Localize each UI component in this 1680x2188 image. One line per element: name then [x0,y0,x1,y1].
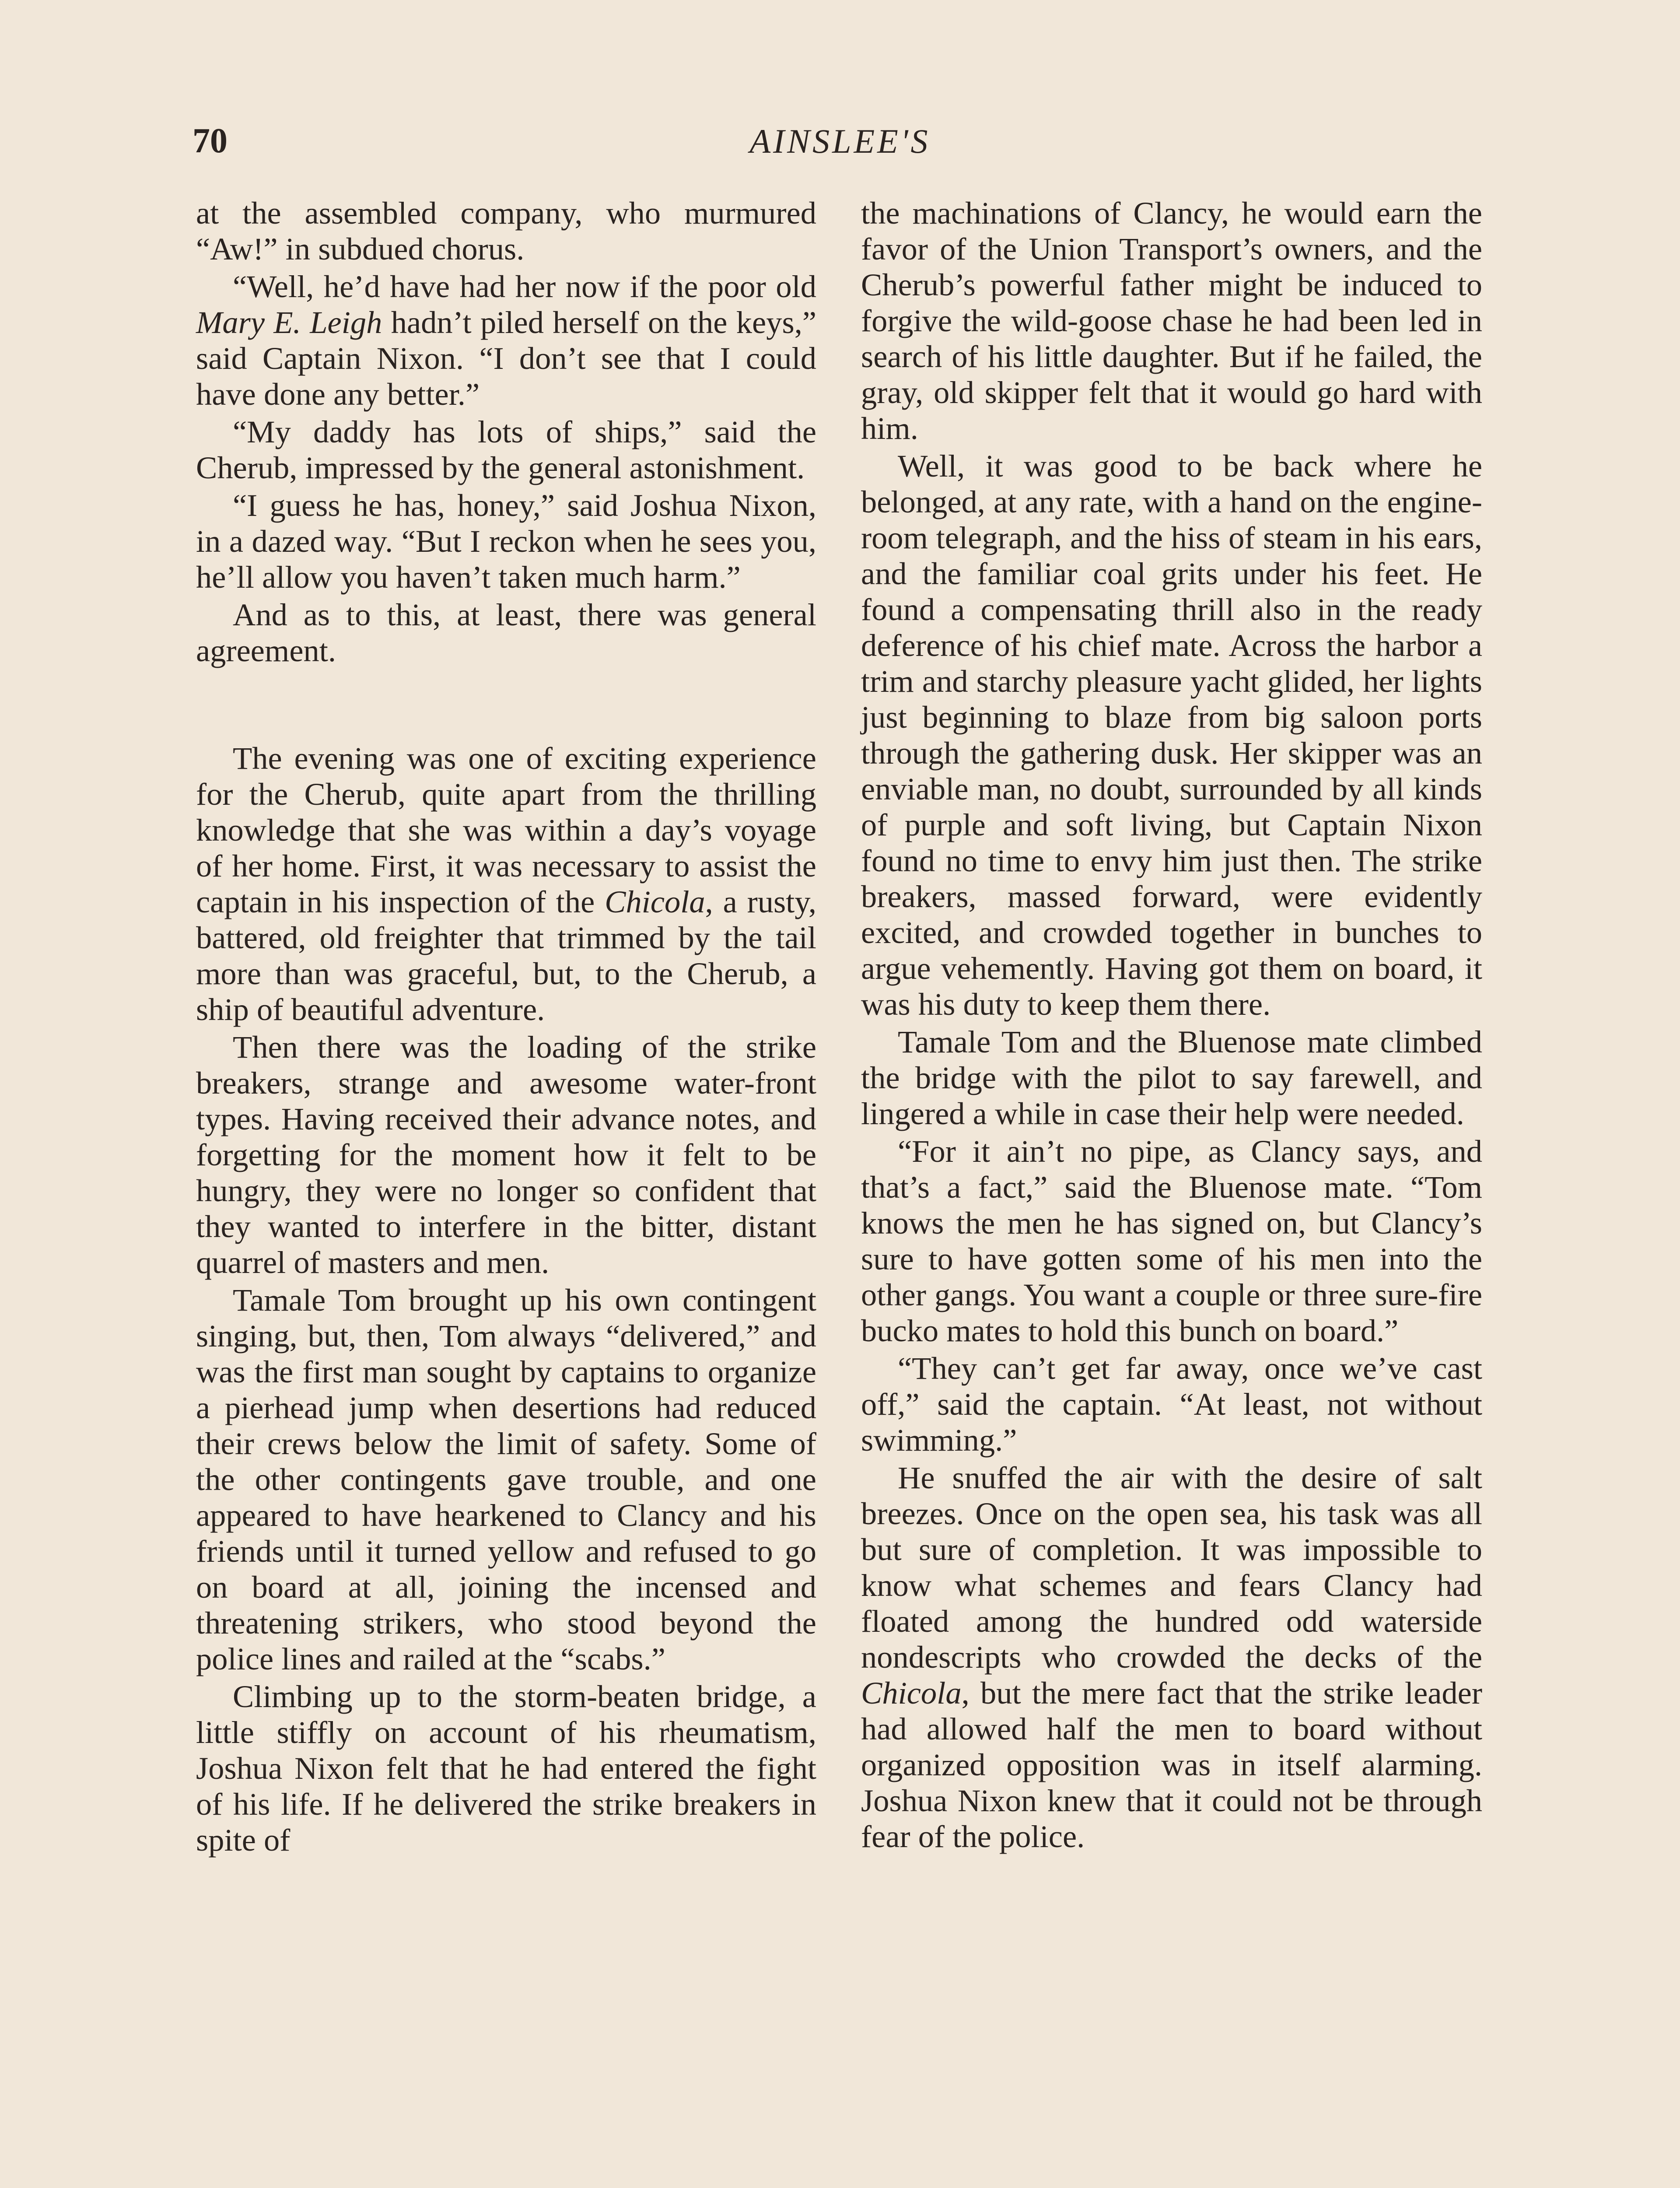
paragraph: Tamale Tom brought up his own contingent singing, but, then, Tom always “delivered,” and was the first man sought by captains to organize a pierhead jump when desertions had reduced their crews below the limit of safety. Some of the other contingents gave trouble, and one appeared to have hearkened to Clancy and his friends until it turned yellow and refused to go on board at all, joining the incensed and threatening strikers, who stood beyond the police lines and railed at the “scabs.” [196,1282,816,1676]
paragraph: And as to this, at least, there was general agreement. [196,597,816,668]
paragraph: “Well, he’d have had her now if the poor old Mary E. Leigh hadn’t piled herself on the keys,” said Captain Nixon. “I don’t see that I could have done any better.” [196,269,816,412]
running-head: AINSLEE'S [749,122,931,160]
paragraph: “I guess he has, honey,” said Joshua Nixon, in a dazed way. “But I reckon when he sees you, he’ll allow you haven’t taken much harm.” [196,487,816,595]
page-number: 70 [192,122,228,160]
right-column [861,195,1482,1855]
paragraph: Climbing up to the storm-beaten bridge, a little stiffly on account of his rheumatism, Joshua Nixon felt that he had entered the fight of his life. If he delivered the strike breakers in spite of [196,1679,816,1858]
paragraph: He snuffed the air with the desire of salt breezes. Once on the open sea, his task was all but sure of completion. It was impossible to know what schemes and fears Clancy had floated among the hundred odd waterside nondescripts who crowded the decks of the Chicola, but the mere fact that the strike leader had allowed half the men to board without organized opposition was in itself alarming. Joshua Nixon knew that it could not be through fear of the police. [861,1460,1482,1854]
paragraph: “They can’t get far away, once we’ve cast off,” said the captain. “At least, not without swimming.” [861,1350,1482,1458]
ship-name: Chicola [861,1675,962,1711]
left-column [196,195,816,1858]
paragraph: Well, it was good to be back where he belonged, at any rate, with a hand on the engine-room telegraph, and the hiss of steam in his ears, and the familiar coal grits under his feet. He found a compensating thrill also in the ready deference of his chief mate. Across the harbor a trim and starchy pleasure yacht glided, her lights just beginning to blaze from big saloon ports through the gathering dusk. Her skipper was an enviable man, no doubt, surrounded by all kinds of purple and soft living, but Captain Nixon found no time to envy him just then. The strike breakers, massed forward, were evidently excited, and crowded together in bunches to argue vehemently. Having got them on board, it was his duty to keep them there. [861,448,1482,1022]
paragraph: “For it ain’t no pipe, as Clancy says, and that’s a fact,” said the Bluenose mate. “Tom knows the men he has signed on, but Clancy’s sure to have gotten some of his men into the other gangs. You want a couple or three sure-fire bucko mates to hold this bunch on board.” [861,1133,1482,1348]
paragraph: at the assembled company, who murmured “Aw!” in subdued chorus. [196,195,816,266]
ship-name: Chicola [605,884,705,919]
paragraph: Then there was the loading of the strike breakers, strange and awesome water-front types. Having received their advance notes, and forgetting for the moment how it felt to be hungry, they were no longer so confident that they wanted to interfere in the bitter, distant quarrel of masters and men. [196,1029,816,1280]
paragraph: The evening was one of exciting experience for the Cherub, quite apart from the thrilling knowledge that she was within a day’s voyage of her home. First, it was necessary to assist the captain in his inspection of the Chicola, a rusty, battered, old freighter that trimmed by the tail more than was graceful, but, to the Cherub, a ship of beautiful adventure. [196,740,816,1027]
ship-name: Mary E. Leigh [196,305,382,340]
paragraph: Tamale Tom and the Bluenose mate climbed the bridge with the pilot to say farewell, and lingered a while in case their help were needed. [861,1024,1482,1131]
paragraph: “My daddy has lots of ships,” said the Cherub, impressed by the general astonishment. [196,414,816,485]
paragraph: the machinations of Clancy, he would earn the favor of the Union Transport’s owners, and the Cherub’s powerful father might be induced to forgive the wild-goose chase he had been led in search of his little daughter. But if he failed, the gray, old skipper felt that it would go hard with him. [861,195,1482,446]
